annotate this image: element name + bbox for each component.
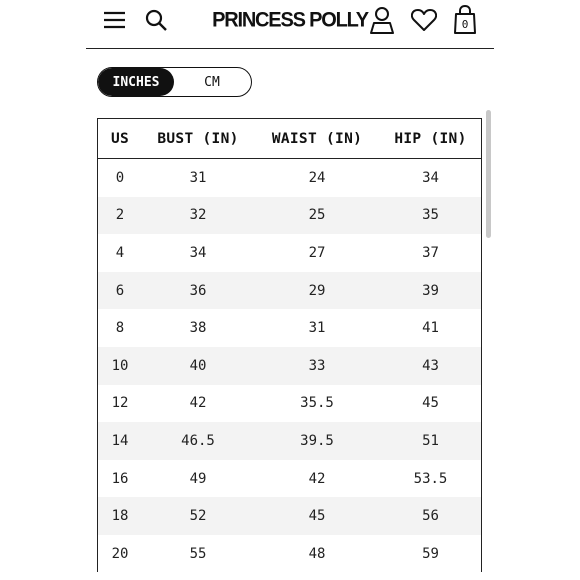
cell-bust: 38	[189, 320, 207, 337]
cell-bust: 34	[189, 244, 207, 261]
bag-icon[interactable]	[451, 5, 479, 33]
cell-waist: 27	[308, 244, 326, 261]
account-icon[interactable]	[368, 6, 396, 34]
cell-waist: 25	[254, 197, 380, 235]
cell-us: 20	[111, 545, 129, 562]
table-header-row	[98, 119, 481, 159]
cell-bust: 42	[189, 395, 207, 412]
cell-hip: 35	[380, 197, 481, 235]
cell-bust: 52	[142, 497, 254, 535]
cell-bust: 46.5	[142, 422, 254, 460]
cell-waist: 39.5	[254, 422, 380, 460]
cell-us: 8	[115, 320, 125, 337]
cell-hip: 45	[422, 395, 439, 412]
cell-hip: 51	[380, 422, 481, 460]
unit-toggle[interactable]	[97, 67, 252, 97]
brand-logo[interactable]: PRINCESS POLLY	[212, 8, 368, 32]
table-row	[98, 535, 481, 572]
cell-us: 10	[98, 347, 142, 385]
cart-count: 0	[461, 17, 469, 31]
table-row	[98, 497, 481, 535]
cell-us: 18	[98, 497, 142, 535]
table-row	[98, 460, 481, 498]
table-row	[98, 347, 481, 385]
cell-waist: 29	[254, 272, 380, 310]
header-bust: BUST (IN)	[142, 119, 254, 159]
scrollbar[interactable]	[486, 110, 491, 238]
cell-hip: 56	[380, 497, 481, 535]
header-us: US	[98, 119, 142, 159]
cell-waist: 33	[254, 347, 380, 385]
size-chart-table	[97, 118, 482, 572]
cell-hip: 43	[380, 347, 481, 385]
cell-waist: 48	[308, 545, 326, 562]
table-row	[98, 422, 481, 460]
cell-us: 12	[111, 395, 129, 412]
cell-us: 14	[98, 422, 142, 460]
table-row	[98, 385, 481, 423]
table-row	[98, 272, 481, 310]
cell-us: 4	[115, 244, 125, 261]
cell-hip: 59	[422, 545, 439, 562]
cell-waist: 24	[308, 169, 326, 186]
header-hip: HIP (IN)	[380, 119, 481, 159]
cell-bust: 36	[142, 272, 254, 310]
table-row	[98, 234, 481, 272]
cell-bust: 40	[142, 347, 254, 385]
cell-waist: 45	[254, 497, 380, 535]
unit-option-cm[interactable]: CM	[204, 74, 220, 90]
cell-bust: 31	[189, 169, 207, 186]
cell-us: 16	[111, 470, 129, 487]
heart-icon[interactable]	[410, 6, 438, 34]
unit-option-inches[interactable]: INCHES	[98, 68, 174, 96]
cell-hip: 53.5	[413, 470, 448, 487]
table-row	[98, 159, 481, 197]
cell-waist: 42	[308, 470, 326, 487]
header-waist: WAIST (IN)	[254, 119, 380, 159]
cell-us: 2	[98, 197, 142, 235]
cell-us: 6	[98, 272, 142, 310]
cell-waist: 31	[308, 320, 326, 337]
cell-bust: 55	[189, 545, 207, 562]
cell-hip: 37	[422, 244, 439, 261]
cell-hip: 41	[422, 320, 439, 337]
table-row	[98, 197, 481, 235]
cell-hip: 34	[422, 169, 439, 186]
cell-us: 0	[115, 169, 125, 186]
table-row	[98, 309, 481, 347]
cell-bust: 32	[142, 197, 254, 235]
cell-waist: 35.5	[300, 395, 334, 412]
cell-bust: 49	[189, 470, 207, 487]
cell-hip: 39	[380, 272, 481, 310]
